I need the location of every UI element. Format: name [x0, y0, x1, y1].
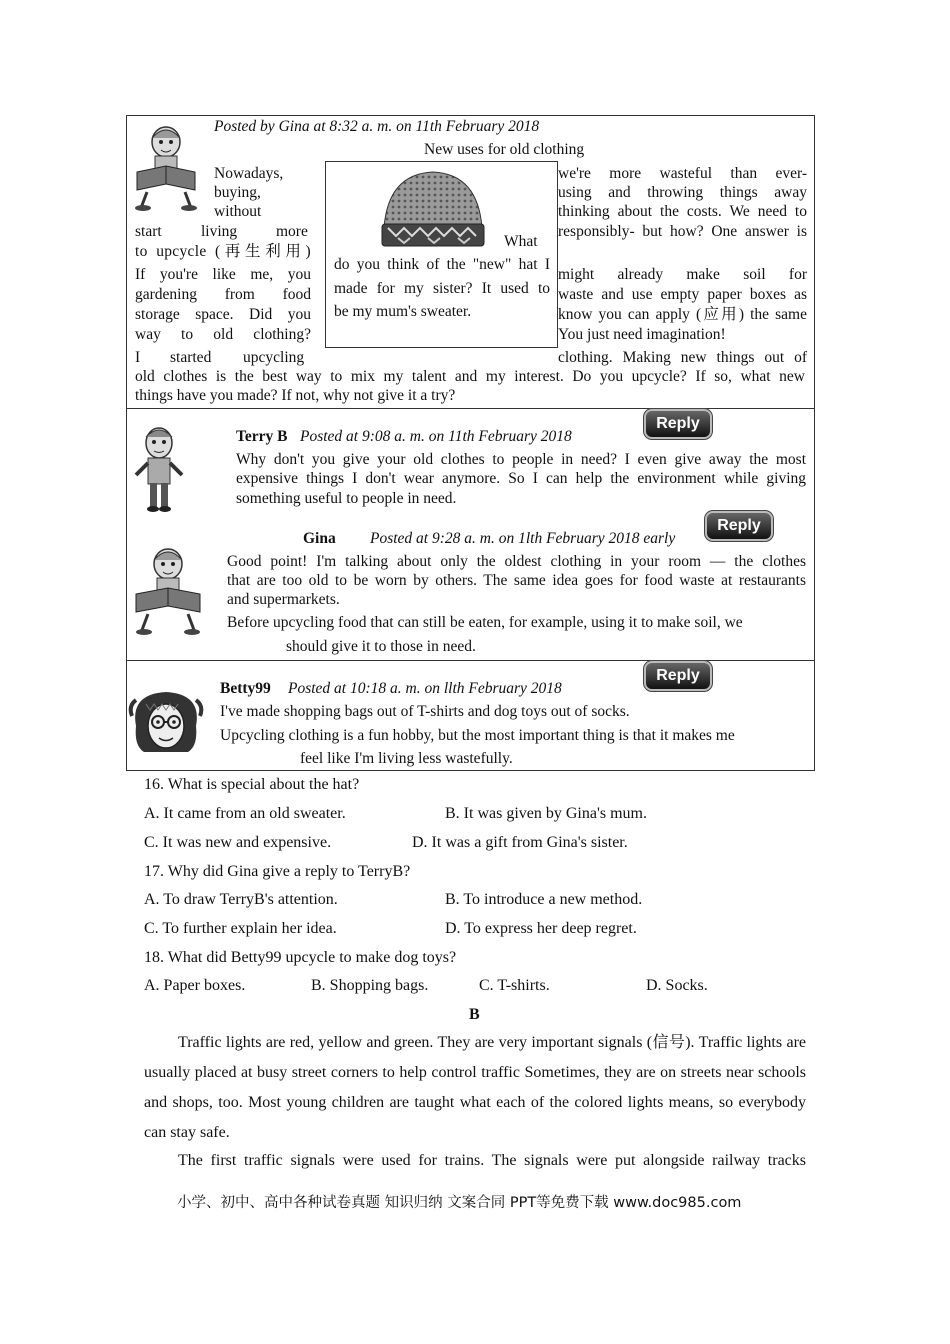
reply-1-button[interactable]: Reply [646, 411, 710, 437]
q17-option-d: D. To express her deep regret. [445, 920, 637, 937]
reply-2-line-5: should give it to those in need. [286, 638, 476, 655]
knitted-hat-image [378, 168, 488, 250]
reply-3-button[interactable]: Reply [646, 663, 710, 689]
reply-1-meta: Posted at 9:08 a. m. on 11th February 2018 [300, 428, 572, 445]
post-left-line-10a: I [135, 349, 141, 366]
post-left-line-8: storage space. Did you [135, 306, 311, 323]
post-left-line-3: without [214, 203, 262, 220]
gina-reply-avatar-icon [132, 544, 204, 636]
q16-option-b: B. It was given by Gina's mum. [445, 805, 647, 822]
reply-2-line-2: that are too old to be worn by others. The same idea goes for food waste at restaurants [227, 572, 806, 589]
caption-line-2: made for my sister? It used to [334, 280, 550, 297]
reply-2-author: Gina [303, 530, 336, 547]
post-right-line-9: clothing. Making new things out of [558, 349, 807, 366]
question-18: 18. What did Betty99 upcycle to make dog toys? [144, 949, 457, 966]
side-tick-1 [126, 516, 127, 544]
divider-2 [126, 660, 815, 661]
divider-1 [126, 408, 815, 409]
reply-2-line-1: Good point! I'm talking about only the oldest clothing in your room — the clothes [227, 553, 806, 570]
post-left-line-4b: living [201, 223, 238, 240]
post-left-line-4a: start [135, 223, 162, 240]
question-16: 16. What is special about the hat? [144, 776, 360, 793]
post-right-line-3: thinking about the costs. We need to [558, 203, 807, 220]
post-right-line-2: using and throwing things away [558, 184, 807, 201]
reply-3-line-2: Upcycling clothing is a fun hobby, but the most important thing is that it makes me [220, 727, 735, 744]
terry-avatar-icon [132, 425, 186, 513]
post-left-line-1: Nowadays, [214, 165, 284, 182]
side-tick-2 [126, 648, 127, 664]
question-17: 17. Why did Gina give a reply to TerryB? [144, 863, 411, 880]
gina-reading-avatar-icon [133, 122, 199, 212]
q18-option-c: C. T-shirts. [479, 977, 550, 994]
section-b-paragraph-2: The first traffic signals were used for trains. The signals were put alongside railway tracks [178, 1152, 806, 1169]
reply-3-meta: Posted at 10:18 a. m. on llth February 2018 [288, 680, 562, 697]
post-left-line-2: buying, [214, 184, 261, 201]
q18-option-b: B. Shopping bags. [311, 977, 429, 994]
q18-option-d: D. Socks. [646, 977, 708, 994]
reply-1-line-2: expensive things I don't wear anymore. So I can help the environment while giving [236, 470, 806, 487]
q16-option-a: A. It came from an old sweater. [144, 805, 346, 822]
post-right-line-7: know you can apply (应用) the same [558, 306, 807, 323]
post-right-line-8: You just need imagination! [558, 326, 726, 343]
post-bottom-line-1: old clothes is the best way to mix my talent and my interest. Do you upcycle? If so, what new [135, 368, 805, 385]
reply-1-author: Terry B [236, 428, 288, 445]
q17-option-a: A. To draw TerryB's attention. [144, 891, 338, 908]
reply-3-line-1: I've made shopping bags out of T-shirts and dog toys out of socks. [220, 703, 630, 720]
post-left-line-6: If you're like me, you [135, 266, 311, 283]
post-left-line-4c: more [276, 223, 308, 240]
reply-2-button[interactable]: Reply [707, 513, 771, 539]
q18-option-a: A. Paper boxes. [144, 977, 246, 994]
post-right-line-1: we're more wasteful than ever- [558, 165, 807, 182]
q16-option-c: C. It was new and expensive. [144, 834, 332, 851]
post-right-line-5: might already make soil for [558, 266, 807, 283]
reply-1-line-1: Why don't you give your old clothes to people in need? I even give away the most [236, 451, 806, 468]
post-left-line-10c: upcycling [243, 349, 305, 366]
post-right-line-6: waste and use empty paper boxes as [558, 286, 807, 303]
footer-ad: 小学、初中、高中各种试卷真题 知识归纳 文案合同 PPT等免费下载 www.doc985.com [177, 1195, 742, 1211]
reply-2-line-3: and supermarkets. [227, 591, 340, 608]
reply-2-meta: Posted at 9:28 a. m. on 1lth February 2018 early [370, 530, 676, 547]
post-header: Posted by Gina at 8:32 a. m. on 11th February 2018 [214, 118, 540, 135]
reply-3-author: Betty99 [220, 680, 271, 697]
q17-option-c: C. To further explain her idea. [144, 920, 337, 937]
post-left-line-5: to upcycle (再生利用) [135, 243, 311, 260]
reply-2-line-4: Before upcycling food that can still be eaten, for example, using it to make soil, we [227, 614, 743, 631]
post-right-line-4: responsibly- but how? One answer is [558, 223, 807, 240]
post-left-line-9: way to old clothing? [135, 326, 311, 343]
post-left-line-7: gardening from food [135, 286, 311, 303]
caption-what: What [504, 233, 538, 250]
q16-option-d: D. It was a gift from Gina's sister. [412, 834, 628, 851]
section-b-paragraph-1: Traffic lights are red, yellow and green. They are very important signals (信号). Traffic lights are usually placed at busy street corners to help control traffic Sometimes, they are on streets near schools and shops, too. Most young children are taught what each of the colored lights means, so everybody can stay safe. [144, 1034, 806, 1141]
caption-line-3: be my mum's sweater. [334, 303, 472, 320]
q17-option-b: B. To introduce a new method. [445, 891, 643, 908]
betty-avatar-icon [128, 686, 204, 762]
post-left-line-10b: started [170, 349, 212, 366]
section-b-heading: B [469, 1006, 480, 1023]
post-title: New uses for old clothing [424, 141, 585, 158]
post-bottom-line-2: things have you made? If not, why not give it a try? [135, 387, 456, 404]
reply-1-line-3: something useful to people in need. [236, 490, 457, 507]
reply-3-line-3: feel like I'm living less wastefully. [300, 750, 513, 767]
caption-line-1: do you think of the "new" hat I [334, 256, 550, 273]
